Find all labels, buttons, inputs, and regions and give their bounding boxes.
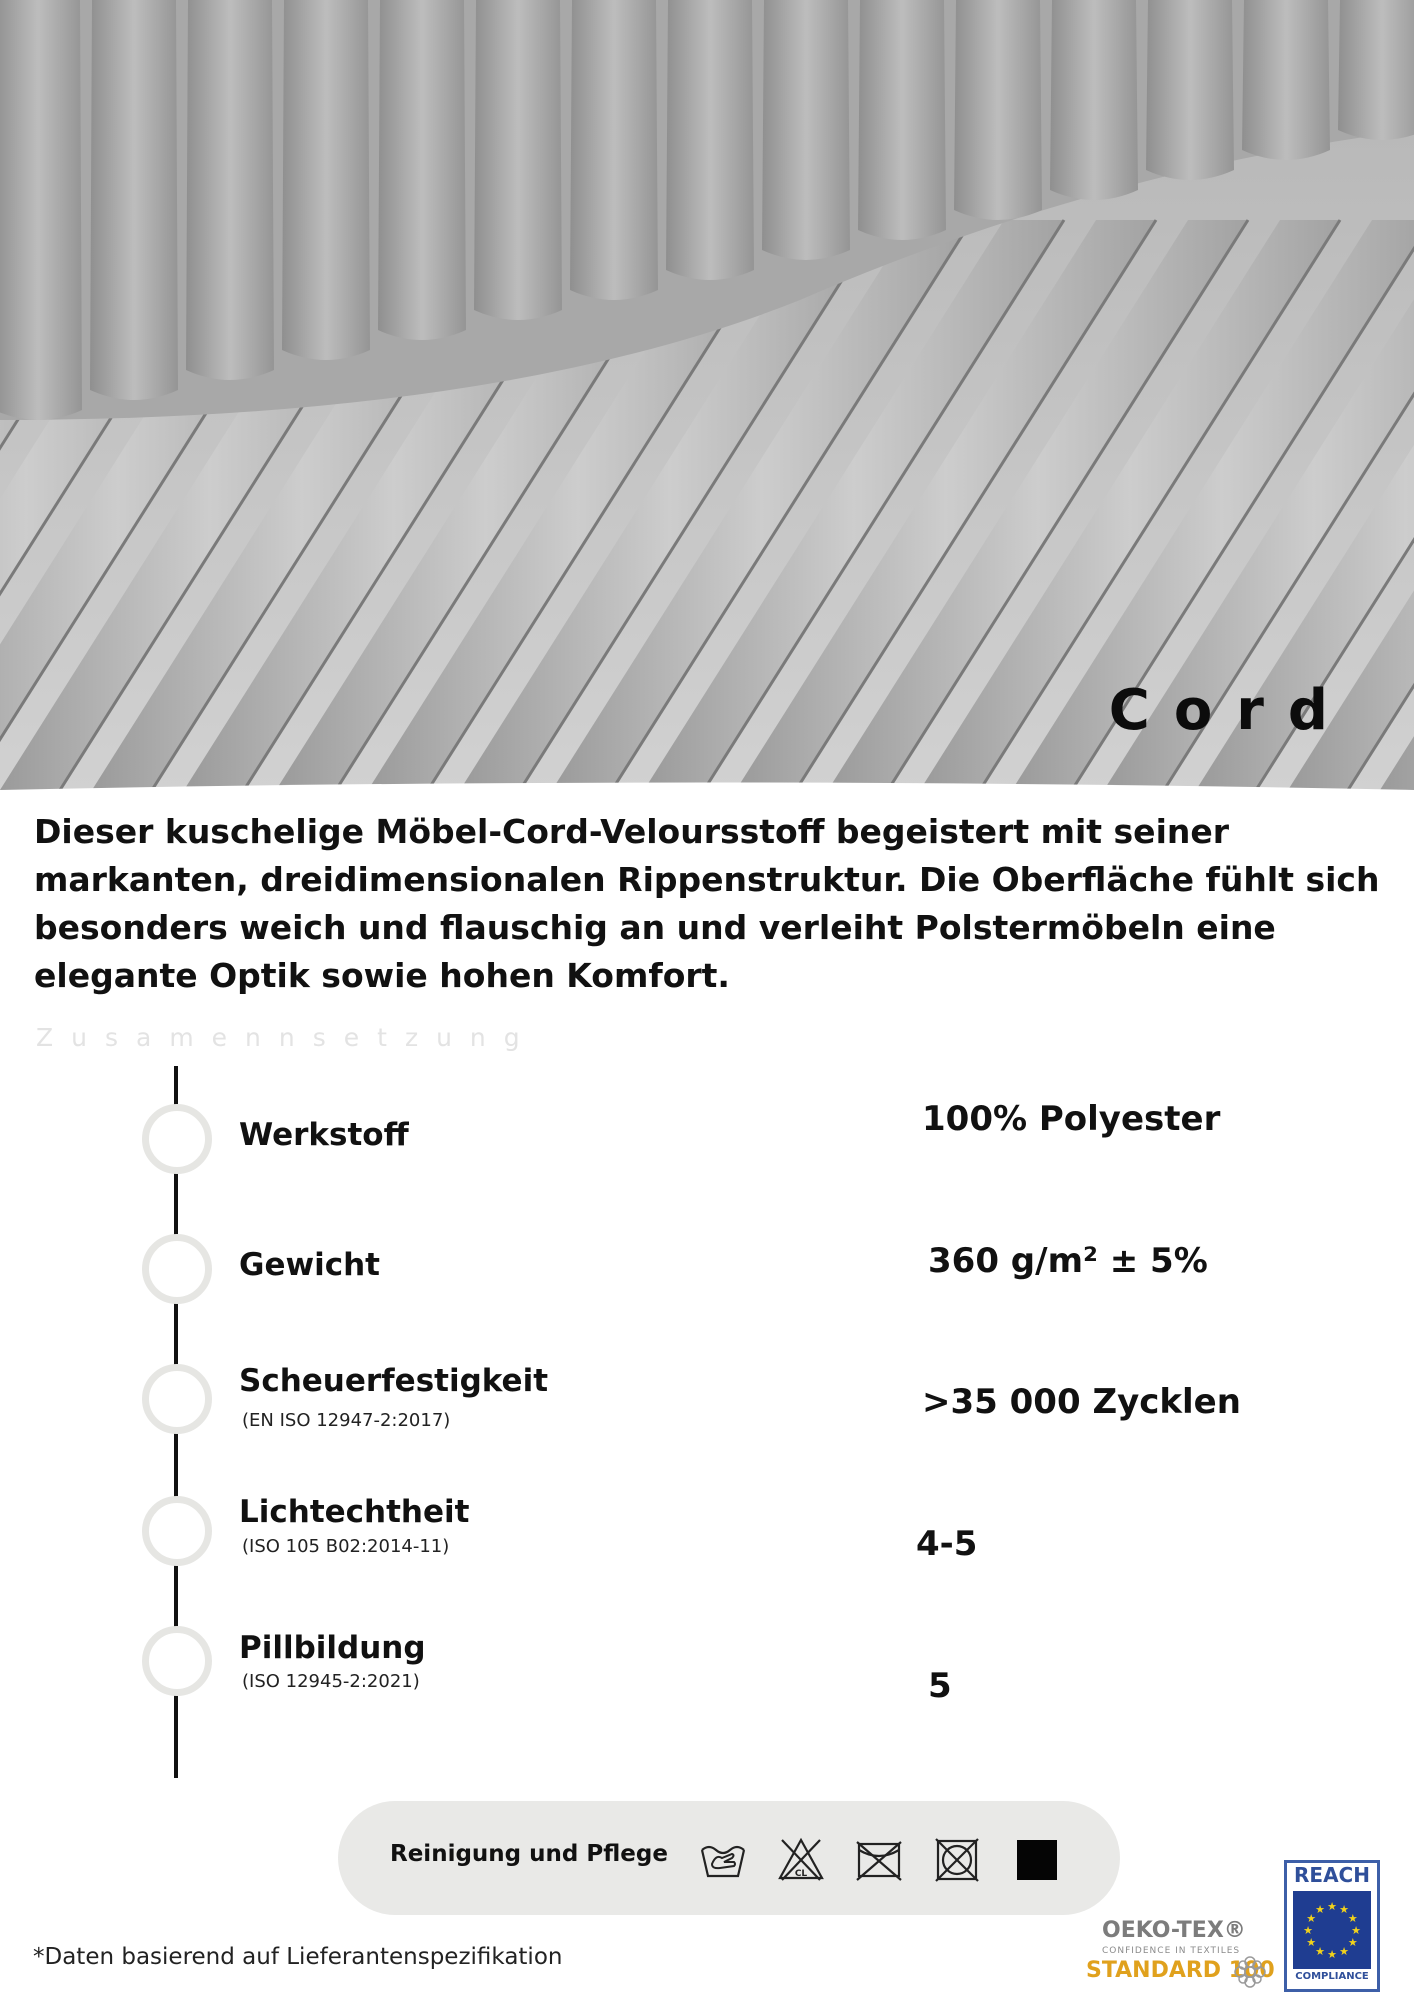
spec-value-pillbildung: 5 — [928, 1666, 952, 1706]
fabric-roll-rib — [282, 0, 370, 360]
care-label: Reinigung und Pflege — [390, 1841, 668, 1867]
footnote: *Daten basierend auf Lieferantenspezifikation — [33, 1944, 563, 1970]
fabric-roll-rib — [186, 0, 274, 380]
fabric-roll-rib — [762, 0, 850, 260]
eu-star: ★ — [1315, 1944, 1325, 1958]
timeline-node — [142, 1364, 212, 1434]
fabric-roll-rib — [474, 0, 562, 320]
spec-sub-pillbildung: (ISO 12945-2:2021) — [242, 1671, 420, 1692]
bleach-mark: CL — [794, 1869, 808, 1879]
fabric-roll-rib — [858, 0, 946, 240]
no-ironing-square-icon — [1012, 1834, 1062, 1884]
fabric-roll-rib — [90, 0, 178, 400]
timeline-node — [142, 1626, 212, 1696]
spec-label-pillbildung: Pillbildung — [239, 1630, 426, 1666]
spec-value-gewicht: 360 g/m² ± 5% — [928, 1241, 1208, 1281]
eu-star: ★ — [1351, 1924, 1361, 1937]
spec-label-werkstoff: Werkstoff — [239, 1117, 409, 1153]
eu-star: ★ — [1347, 1936, 1358, 1949]
oeko-tex-standard: STANDARD 100 — [1086, 1958, 1275, 1983]
eu-star: ★ — [1347, 1912, 1358, 1925]
oeko-tex-badge — [1082, 1918, 1275, 1988]
reach-compliance-label: COMPLIANCE — [1295, 1971, 1369, 1982]
fabric-roll-rib — [954, 0, 1042, 220]
fabric-roll-rib — [0, 0, 82, 420]
eu-flag-icon — [1293, 1891, 1371, 1969]
fabric-roll-rib — [1242, 0, 1330, 160]
oeko-tex-title: OEKO-TEX® — [1102, 1918, 1246, 1943]
corduroy-texture — [0, 0, 1414, 790]
fabric-roll-rib — [378, 0, 466, 340]
spec-label-scheuerfestigkeit: Scheuerfestigkeit — [239, 1363, 549, 1399]
eu-star: ★ — [1339, 1903, 1349, 1917]
eu-star: ★ — [1339, 1944, 1349, 1958]
eu-star: ★ — [1306, 1936, 1317, 1949]
no-tumble-dry-icon — [932, 1834, 982, 1884]
spec-sub-scheuerfestigkeit: (EN ISO 12947-2:2017) — [242, 1410, 451, 1431]
eu-star: ★ — [1327, 1900, 1337, 1913]
timeline-node — [142, 1496, 212, 1566]
product-title: Cord — [1108, 678, 1352, 743]
fabric-roll-rib — [666, 0, 754, 280]
eu-star: ★ — [1303, 1924, 1313, 1937]
fabric-roll-rib — [1338, 0, 1414, 140]
spec-value-lichtechtheit: 4-5 — [916, 1524, 978, 1564]
oeko-flower-icon — [1232, 1954, 1268, 1990]
eu-star: ★ — [1306, 1912, 1317, 1925]
composition-heading: Zusamennsetzung — [36, 1023, 538, 1052]
product-description: Dieser kuschelige Möbel-Cord-Veloursstoff begeistert mit seiner markanten, dreidimensionalen Rippenstruktur. Die Oberfläche fühlt sich besonders weich und flauschig an und verleiht Polstermöbeln eine elegante Optik sowie hohen Komfort. — [34, 812, 1380, 995]
reach-title: REACH — [1294, 1863, 1370, 1887]
spec-value-werkstoff: 100% Polyester — [922, 1099, 1221, 1139]
timeline-node — [142, 1104, 212, 1174]
hand-wash-icon — [698, 1834, 748, 1884]
hero-fabric-image — [0, 0, 1414, 790]
spec-sub-lichtechtheit: (ISO 105 B02:2014-11) — [242, 1536, 450, 1557]
spec-value-scheuerfestigkeit: >35 000 Zycklen — [922, 1382, 1241, 1422]
fabric-roll-rib — [1146, 0, 1234, 180]
reach-compliance-badge — [1284, 1860, 1380, 1992]
spec-label-gewicht: Gewicht — [239, 1247, 380, 1283]
eu-star: ★ — [1315, 1903, 1325, 1917]
fabric-roll-rib — [1050, 0, 1138, 200]
oeko-tex-tagline: CONFIDENCE IN TEXTILES — [1102, 1946, 1241, 1956]
spec-label-lichtechtheit: Lichtechtheit — [239, 1494, 470, 1530]
care-instructions-panel — [338, 1801, 1120, 1915]
fabric-roll-rib — [570, 0, 658, 300]
timeline-node — [142, 1234, 212, 1304]
no-chlorine-bleach-icon — [776, 1834, 826, 1884]
no-hanging-dry-icon — [854, 1834, 904, 1884]
eu-star: ★ — [1327, 1948, 1337, 1961]
